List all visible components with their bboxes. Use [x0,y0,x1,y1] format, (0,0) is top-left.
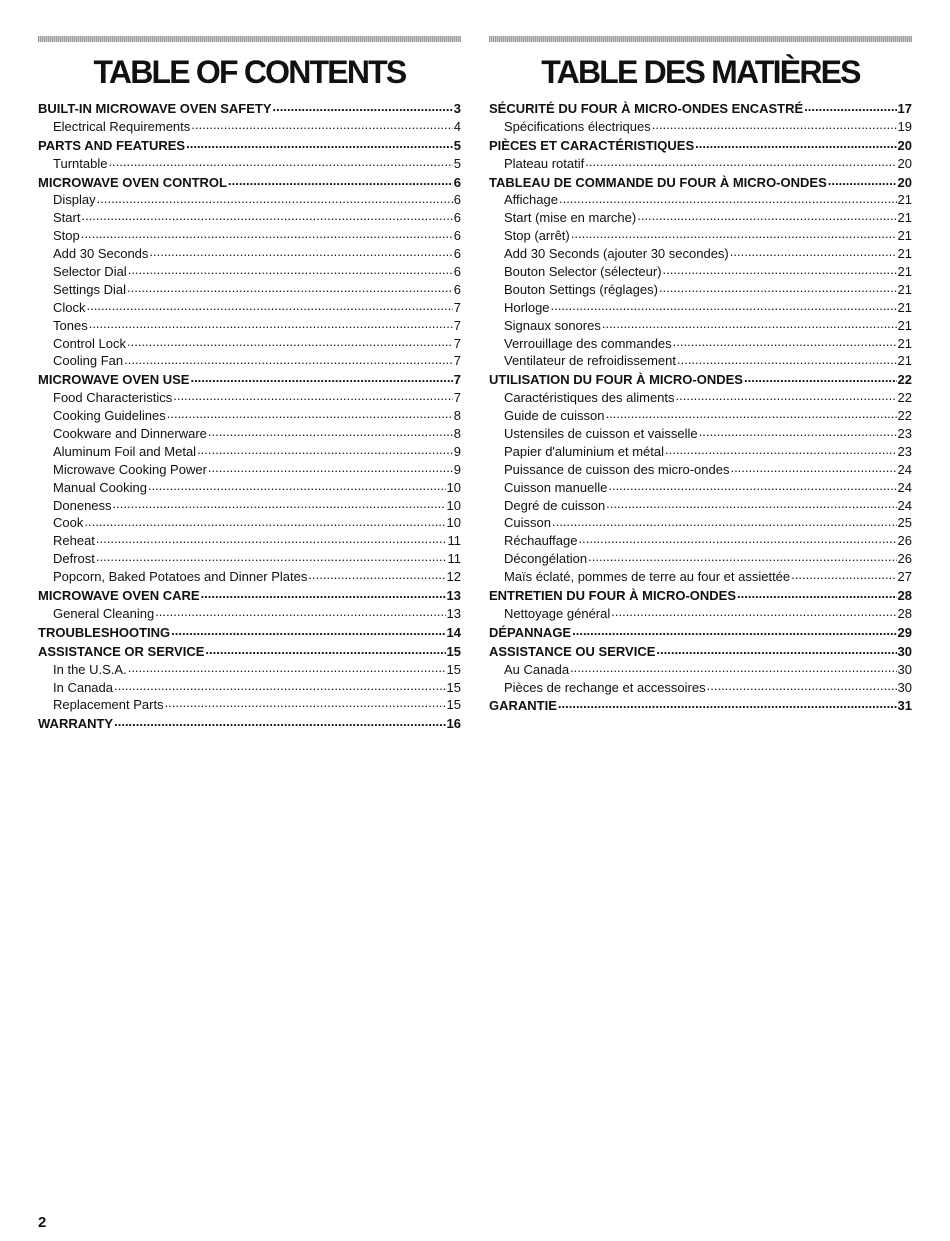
toc-entry-page: 12 [446,569,461,585]
toc-entry-title: Degré de cuisson [504,497,606,513]
dot-leader [737,586,897,600]
toc-entry-page: 30 [897,643,912,659]
toc-entry-title: Cuisson [504,515,551,531]
toc-section-entry [489,173,912,191]
toc-entry-page: 6 [453,192,461,208]
toc-entry-page: 21 [897,192,912,208]
toc-entry-title: Add 30 Seconds (ajouter 30 secondes) [504,246,729,262]
toc-subsection-entry [38,208,461,226]
toc-entry-page: 8 [453,426,461,442]
dot-leader [114,678,446,692]
toc-entry-page: 22 [897,372,912,388]
toc-entry-page: 3 [453,101,461,116]
toc-entry-title: Replacement Parts [53,697,164,713]
page-title-english: TABLE OF CONTENTS [93,54,406,90]
toc-entry-page: 23 [897,426,912,442]
dot-leader [665,442,897,456]
toc-subsection-entry [38,280,461,298]
toc-entry-page: 9 [453,443,461,459]
toc-entry-page: 10 [446,515,461,531]
toc-entry-title: Cooking Guidelines [53,408,166,424]
toc-subsection-entry [38,695,461,713]
toc-subsection-entry [38,388,461,406]
toc-entry-page: 7 [453,372,461,388]
dot-leader [608,478,896,492]
toc-entry-page: 31 [897,698,912,714]
toc-section-entry [489,623,912,641]
toc-entry-page: 15 [446,643,461,659]
dot-leader [197,442,453,456]
toc-entry-page: 6 [453,210,461,226]
toc-subsection-entry [489,660,912,678]
toc-entry-page: 29 [897,624,912,640]
toc-entry-page: 19 [897,118,912,134]
toc-entry-title: Ustensiles de cuisson et vaisselle [504,426,698,442]
toc-subsection-entry [38,226,461,244]
toc-entry-page: 21 [897,299,912,315]
dot-leader [171,623,445,637]
toc-subsection-entry [489,549,912,567]
toc-subsection-entry [38,154,461,172]
toc-entry-page: 6 [453,281,461,297]
toc-entry-title: WARRANTY [38,716,114,732]
toc-entry-title: In the U.S.A. [53,661,127,677]
toc-section-entry [489,136,912,154]
dot-leader [308,567,445,581]
toc-entry-page: 25 [897,515,912,531]
toc-entry-page: 20 [897,174,912,190]
toc-entry-page: 4 [453,118,461,134]
toc-entry-title: PARTS AND FEATURES [38,137,186,153]
dot-leader [113,496,446,510]
dot-leader [695,136,896,150]
toc-entry-title: Bouton Settings (réglages) [504,281,658,297]
toc-entry-page: 27 [897,569,912,585]
dot-leader [571,226,897,240]
toc-entry-page: 17 [897,101,912,116]
toc-subsection-entry [489,154,912,172]
toc-section-entry [38,623,461,641]
toc-subsection-entry [489,334,912,352]
toc-entry-page: 26 [897,533,912,549]
toc-section-entry [38,173,461,191]
page-title-french: TABLE DES MATIÈRES [541,54,860,90]
toc-list-english [38,99,461,732]
toc-entry-page: 13 [446,588,461,604]
toc-entry-page: 22 [897,408,912,424]
toc-entry-title: Clock [53,299,86,315]
toc-entry-title: Reheat [53,533,95,549]
toc-subsection-entry [38,513,461,531]
toc-entry-page: 15 [446,697,461,713]
toc-entry-title: Add 30 Seconds [53,246,149,262]
toc-entry-page: 6 [453,246,461,262]
dot-leader [167,406,453,420]
toc-entry-title: Defrost [53,551,95,567]
toc-entry-page: 30 [897,661,912,677]
dot-leader [579,531,897,545]
toc-subsection-entry [489,316,912,334]
dot-leader [97,190,453,204]
toc-entry-page: 10 [446,479,461,495]
toc-entry-title: Caractéristiques des aliments [504,390,675,406]
dot-leader [676,388,897,402]
dot-leader [89,316,453,330]
toc-entry-page: 14 [446,624,461,640]
toc-entry-page: 24 [897,461,912,477]
toc-entry-title: Aluminum Foil and Metal [53,443,197,459]
dot-leader [81,226,453,240]
toc-entry-title: General Cleaning [53,605,155,621]
toc-subsection-entry [489,678,912,696]
toc-entry-title: In Canada [53,679,113,695]
toc-subsection-entry [489,280,912,298]
toc-subsection-entry [489,190,912,208]
toc-entry-title: BUILT-IN MICROWAVE OVEN SAFETY [38,101,272,116]
dot-leader [744,370,897,384]
toc-entry-title: Start [53,210,81,226]
toc-entry-title: Microwave Cooking Power [53,461,207,477]
toc-entry-title: Stop [53,228,80,244]
toc-subsection-entry [38,117,461,135]
dot-leader [87,298,453,312]
toc-entry-title: Tones [53,317,88,333]
toc-subsection-entry [38,424,461,442]
toc-subsection-entry [38,549,461,567]
dot-leader [730,244,897,258]
toc-entry-page: 11 [447,551,461,567]
toc-entry-title: Settings Dial [53,281,126,297]
toc-french-column [489,36,912,714]
toc-subsection-entry [38,442,461,460]
dot-leader [656,642,896,656]
toc-entry-title: Décongélation [504,551,588,567]
toc-entry-title: Signaux sonores [504,317,601,333]
toc-entry-title: Popcorn, Baked Potatoes and Dinner Plates [53,569,308,585]
toc-entry-title: Doneness [53,497,112,513]
dot-leader [699,424,897,438]
toc-entry-page: 24 [897,497,912,513]
toc-subsection-entry [489,567,912,585]
toc-entry-page: 7 [453,335,461,351]
header-rule [489,36,912,42]
toc-entry-title: Manual Cooking [53,479,147,495]
toc-entry-title: Electrical Requirements [53,118,191,134]
toc-subsection-entry [38,406,461,424]
dot-leader [208,424,453,438]
dot-leader [155,604,445,618]
dot-leader [572,623,896,637]
toc-entry-page: 5 [453,137,461,153]
dot-leader [673,334,897,348]
toc-entry-title: MICROWAVE OVEN USE [38,372,190,388]
dot-leader [273,99,453,113]
toc-subsection-entry [38,334,461,352]
toc-entry-title: Control Lock [53,335,126,351]
toc-subsection-entry [489,478,912,496]
dot-leader [186,136,453,150]
dot-leader [96,531,447,545]
toc-section-entry [489,99,912,117]
toc-entry-title: Au Canada [504,661,570,677]
toc-entry-title: UTILISATION DU FOUR À MICRO-ONDES [489,372,743,388]
toc-section-entry [489,696,912,714]
toc-entry-title: Guide de cuisson [504,408,605,424]
dot-leader [228,173,453,187]
toc-subsection-entry [489,117,912,135]
toc-subsection-entry [38,262,461,280]
toc-subsection-entry [38,244,461,262]
toc-entry-page: 6 [453,264,461,280]
dot-leader [730,460,896,474]
toc-section-entry [489,642,912,660]
toc-subsection-entry [489,513,912,531]
toc-entry-title: Ventilateur de refroidissement [504,353,676,369]
toc-subsection-entry [38,460,461,478]
toc-entry-title: Cookware and Dinnerware [53,426,207,442]
toc-entry-page: 15 [446,661,461,677]
toc-entry-title: ASSISTANCE OR SERVICE [38,643,205,659]
toc-section-entry [38,714,461,732]
toc-entry-title: Start (mise en marche) [504,210,637,226]
dot-leader [190,370,452,384]
toc-entry-title: Cooling Fan [53,353,124,369]
toc-entry-page: 10 [446,497,461,513]
dot-leader [114,714,445,728]
toc-subsection-entry [38,478,461,496]
toc-entry-title: ASSISTANCE OU SERVICE [489,643,656,659]
toc-entry-page: 20 [897,155,912,171]
toc-entry-page: 6 [453,174,461,190]
toc-entry-title: Turntable [53,155,108,171]
dot-leader [707,678,897,692]
toc-subsection-entry [489,531,912,549]
toc-subsection-entry [38,298,461,316]
toc-entry-page: 21 [897,335,912,351]
toc-entry-page: 21 [897,264,912,280]
dot-leader [551,298,897,312]
toc-entry-title: ENTRETIEN DU FOUR À MICRO-ONDES [489,588,736,604]
toc-entry-page: 22 [897,390,912,406]
dot-leader [602,316,897,330]
toc-entry-page: 23 [897,443,912,459]
toc-subsection-entry [489,442,912,460]
toc-section-entry [38,136,461,154]
toc-entry-title: Puissance de cuisson des micro-ondes [504,461,730,477]
dot-leader [191,117,452,131]
dot-leader [828,173,897,187]
dot-leader [124,351,453,365]
dot-leader [606,496,896,510]
toc-subsection-entry [489,244,912,262]
toc-entry-title: DÉPANNAGE [489,624,572,640]
toc-entry-title: Verrouillage des commandes [504,335,672,351]
toc-entry-page: 26 [897,551,912,567]
toc-entry-title: Pièces de rechange et accessoires [504,679,706,695]
toc-subsection-entry [489,406,912,424]
dot-leader [611,604,896,618]
toc-subsection-entry [489,351,912,369]
toc-subsection-entry [489,208,912,226]
toc-english-column [38,36,461,732]
toc-entry-page: 28 [897,588,912,604]
dot-leader [585,154,896,168]
dot-leader [558,696,897,710]
dot-leader [637,208,896,222]
page-number: 2 [38,1214,47,1231]
toc-entry-title: Spécifications électriques [504,118,651,134]
header-rule [38,36,461,42]
toc-entry-page: 8 [453,408,461,424]
toc-subsection-entry [38,567,461,585]
toc-entry-title: Cook [53,515,84,531]
toc-entry-page: 21 [897,353,912,369]
toc-section-entry [38,370,461,388]
dot-leader [127,334,453,348]
dot-leader [588,549,896,563]
dot-leader [677,351,897,365]
toc-list-french [489,99,912,714]
toc-entry-title: Stop (arrêt) [504,228,570,244]
toc-subsection-entry [38,190,461,208]
toc-entry-title: Affichage [504,192,558,208]
toc-entry-page: 21 [897,210,912,226]
toc-entry-page: 16 [446,716,461,732]
toc-entry-page: 11 [447,533,461,549]
dot-leader [96,549,447,563]
dot-leader [570,660,896,674]
toc-subsection-entry [489,460,912,478]
dot-leader [208,460,453,474]
toc-entry-title: SÉCURITÉ DU FOUR À MICRO-ONDES ENCASTRÉ [489,101,804,116]
toc-entry-title: Cuisson manuelle [504,479,608,495]
dot-leader [201,586,446,600]
toc-entry-title: Papier d'aluminium et métal [504,443,664,459]
toc-entry-page: 21 [897,317,912,333]
toc-entry-page: 7 [453,390,461,406]
dot-leader [173,388,453,402]
dot-leader [128,660,446,674]
toc-entry-page: 21 [897,246,912,262]
dot-leader [663,262,897,276]
dot-leader [659,280,897,294]
toc-subsection-entry [38,316,461,334]
dot-leader [652,117,897,131]
toc-subsection-entry [489,424,912,442]
toc-entry-title: Nettoyage général [504,605,611,621]
toc-section-entry [38,586,461,604]
toc-entry-title: Display [53,192,96,208]
dot-leader [605,406,896,420]
toc-subsection-entry [489,226,912,244]
toc-entry-title: TROUBLESHOOTING [38,624,171,640]
toc-entry-title: MICROWAVE OVEN CONTROL [38,174,227,190]
toc-entry-page: 30 [897,679,912,695]
dot-leader [804,99,896,113]
toc-entry-title: MICROWAVE OVEN CARE [38,588,200,604]
toc-entry-page: 21 [897,281,912,297]
toc-section-entry [38,99,461,117]
toc-entry-title: Selector Dial [53,264,127,280]
toc-entry-title: Food Characteristics [53,390,173,406]
toc-subsection-entry [38,531,461,549]
toc-entry-title: Plateau rotatif [504,155,585,171]
dot-leader [165,695,446,709]
toc-entry-page: 13 [446,605,461,621]
toc-subsection-entry [489,496,912,514]
toc-entry-page: 7 [453,353,461,369]
dot-leader [791,567,896,581]
dot-leader [108,154,452,168]
toc-entry-title: PIÈCES ET CARACTÉRISTIQUES [489,137,695,153]
toc-section-entry [38,642,461,660]
toc-entry-page: 21 [897,228,912,244]
toc-subsection-entry [38,660,461,678]
dot-leader [84,513,445,527]
dot-leader [205,642,445,656]
toc-entry-title: GARANTIE [489,698,557,714]
toc-subsection-entry [38,496,461,514]
dot-leader [149,244,452,258]
toc-entry-page: 5 [453,155,461,171]
toc-entry-page: 24 [897,479,912,495]
toc-entry-title: TABLEAU DE COMMANDE DU FOUR À MICRO-ONDES [489,174,827,190]
toc-subsection-entry [38,678,461,696]
toc-subsection-entry [489,298,912,316]
dot-leader [128,262,453,276]
toc-entry-title: Réchauffage [504,533,578,549]
toc-entry-page: 9 [453,461,461,477]
dot-leader [81,208,452,222]
dot-leader [127,280,453,294]
toc-entry-title: Bouton Selector (sélecteur) [504,264,662,280]
toc-entry-page: 20 [897,137,912,153]
toc-section-entry [489,586,912,604]
toc-entry-title: Maïs éclaté, pommes de terre au four et assiettée [504,569,791,585]
dot-leader [559,190,897,204]
toc-entry-page: 7 [453,317,461,333]
toc-section-entry [489,370,912,388]
toc-entry-title: Horloge [504,299,550,315]
toc-entry-page: 6 [453,228,461,244]
dot-leader [148,478,446,492]
toc-subsection-entry [38,351,461,369]
toc-subsection-entry [489,388,912,406]
toc-subsection-entry [489,262,912,280]
toc-entry-page: 7 [453,299,461,315]
toc-subsection-entry [489,604,912,622]
toc-entry-page: 15 [446,679,461,695]
toc-entry-page: 28 [897,605,912,621]
toc-subsection-entry [38,604,461,622]
dot-leader [552,513,897,527]
